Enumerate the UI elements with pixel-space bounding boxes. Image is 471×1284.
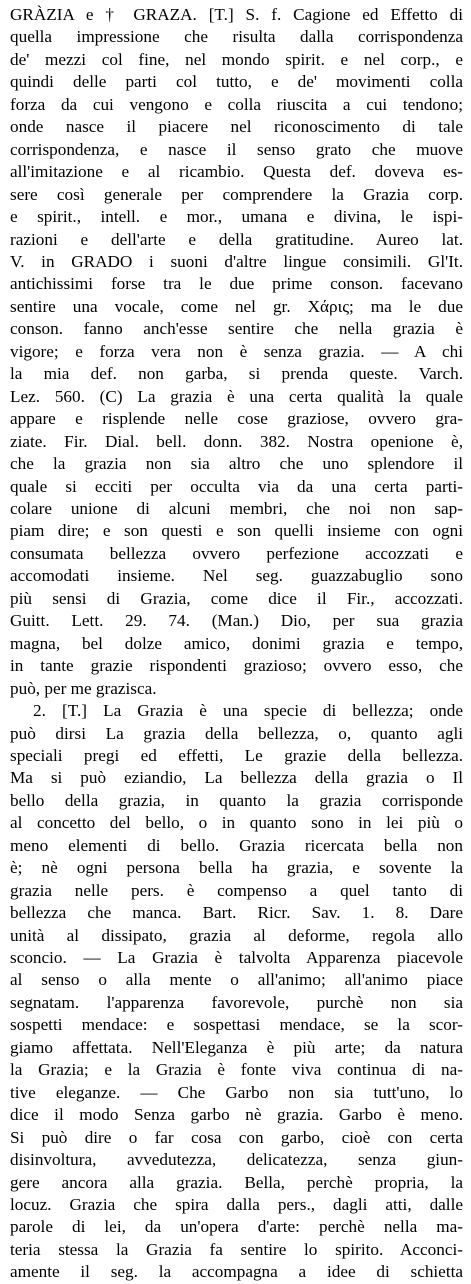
entry-text-line: Si può dire o far cosa con garbo, cioè con certa bbox=[10, 1127, 463, 1147]
entry-text-line: gere ancora alla grazia. Bella, perchè propria, la bbox=[10, 1172, 463, 1192]
entry-text-line: appare e risplende nelle cose graziose, ovvero gra- bbox=[10, 409, 463, 429]
entry-text-line: la mia def. non garba, si prenda queste. Varch. bbox=[10, 364, 463, 384]
entry-text-line: più sensi di Grazia, come dice il Fir., accozzati. bbox=[10, 588, 463, 608]
entry-text-line: può, per me grazisca. bbox=[10, 678, 157, 698]
entry-text-line: ziate. Fir. Dial. bell. donn. 382. Nostra openione è, bbox=[10, 431, 463, 451]
entry-text-line: meno elementi di bello. Grazia ricercata bella non bbox=[10, 835, 463, 855]
entry-text-line: locuz. Grazia che spira dalla pers., dagli atti, dalle bbox=[10, 1195, 463, 1215]
entry-headword-line: GRÀZIA e † GRAZA. [T.] S. f. Cagione ed Effetto di bbox=[10, 5, 463, 24]
entry-text-line: vigore; e forza vera non è senza grazia. — A chi bbox=[10, 341, 463, 361]
entry-text-line: antichissimi forse tra le due prime conson. facevano bbox=[10, 274, 463, 294]
entry-text-line: unità al dissipato, grazia al deforme, regola allo bbox=[10, 925, 463, 945]
entry-text-line: la Grazia; e la Grazia è fonte viva continua di na- bbox=[10, 1060, 463, 1080]
entry-text-line: accomodati insieme. Nel seg. guazzabuglio sono bbox=[10, 566, 463, 586]
entry-text-line: conson. fanno anch'esse sentire che nella grazia è bbox=[10, 319, 463, 339]
entry-text-line: può dirsi La grazia della bellezza, o, quanto agli bbox=[10, 723, 463, 743]
entry-text-line: razioni e dell'arte e della gratitudine. Aureo lat. bbox=[10, 229, 463, 249]
entry-text-line: teria stessa la Grazia fa sentire lo spirito. Acconci- bbox=[10, 1239, 463, 1259]
entry-text-line: giamo affettata. Nell'Eleganza è più arte; da natura bbox=[10, 1037, 463, 1057]
entry-text-line: sconcio. — La Grazia è talvolta Apparenza piacevole bbox=[10, 948, 463, 968]
entry-text-line: amente il seg. la accompagna a idee di schietta bbox=[10, 1262, 463, 1282]
entry-text-line: in tante grazie rispondenti grazioso; ovvero esso, che bbox=[10, 656, 463, 676]
entry-text-line: Guitt. Lett. 29. 74. (Man.) Dio, per sua grazia bbox=[10, 611, 463, 631]
entry-text-line: Ma si può eziandio, La bellezza della grazia o Il bbox=[10, 768, 463, 788]
entry-text-line: de' mezzi col fine, nel mondo spirit. e nel corp., e bbox=[10, 49, 463, 69]
entry-text-line: al concetto del bello, o in quanto sono in lei più o bbox=[10, 813, 463, 833]
entry-text-line: onde nasce il piacere nel riconoscimento di tale bbox=[10, 117, 463, 137]
entry-text-line: bello della grazia, in quanto la grazia corrisponde bbox=[10, 790, 463, 810]
entry-text-line: parole di lei, da un'opera d'arte: perchè nella ma- bbox=[10, 1217, 463, 1237]
entry-text-line: e spirit., intell. e mor., umana e divina, le ispi- bbox=[10, 207, 463, 227]
entry-text-line: disinvoltura, avvedutezza, delicatezza, senza giun- bbox=[10, 1150, 463, 1170]
entry-text-line: all'imitazione e al ricambio. Questa def. doveva es- bbox=[10, 162, 463, 182]
entry-text-line: magna, bel dolze amico, donimi grazia e tempo, bbox=[10, 633, 463, 653]
entry-text-line: piam dire; e son questi e son quelli insieme con ogni bbox=[10, 521, 463, 541]
entry-text-line: grazia nelle pers. è compenso a quel tanto di bbox=[10, 880, 463, 900]
entry-text-line: segnatam. l'apparenza favorevole, purchè non sia bbox=[10, 992, 463, 1012]
entry-text-line: quale si ecciti per occulta via da una certa parti- bbox=[10, 476, 463, 496]
entry-text-line: Lez. 560. (C) La grazia è una certa qualità la quale bbox=[10, 386, 463, 406]
entry-text-line: colare unione di alcuni membri, che noi non sap- bbox=[10, 498, 463, 518]
entry-text-line: forza da cui vengono e colla riuscita a cui tendono; bbox=[10, 94, 463, 114]
entry-text-line: sere così generale per comprendere la Grazia corp. bbox=[10, 184, 463, 204]
entry-text-line: quindi delle parti col tutto, e de' movimenti colla bbox=[10, 72, 463, 92]
entry-text-line: speciali pregi ed effetti, Le grazie della bellezza. bbox=[10, 745, 463, 765]
entry-text-line: 2. [T.] La Grazia è una specie di bellezza; onde bbox=[33, 701, 463, 721]
entry-text-line: che la grazia non sia altro che uno splendore il bbox=[10, 454, 463, 474]
entry-text-line: sentire una vocale, come nel gr. Χάρις; ma le due bbox=[10, 296, 463, 316]
entry-text-line: al senso o alla mente o all'animo; all'animo piace bbox=[10, 970, 463, 990]
entry-text-line: è; nè ogni persona bella ha grazia, e sovente la bbox=[10, 858, 463, 878]
entry-text-line: corrispondenza, e nasce il senso grato che muove bbox=[10, 139, 463, 159]
entry-text-line: sospetti mendace: e sospettasi mendace, se la scor- bbox=[10, 1015, 463, 1035]
entry-text-line: quella impressione che risulta dalla corrispondenza bbox=[10, 27, 463, 47]
entry-text-line: V. in GRADO i suoni d'altre lingue consimili. Gl'It. bbox=[10, 251, 463, 271]
entry-text-line: dice il modo Senza garbo nè grazia. Garbo è meno. bbox=[10, 1105, 463, 1125]
entry-text-line: bellezza che manca. Bart. Ricr. Sav. 1. 8. Dare bbox=[10, 903, 463, 923]
entry-text-line: tive eleganze. — Che Garbo non sia tutt'uno, lo bbox=[10, 1082, 463, 1102]
entry-text-line: consumata bellezza ovvero perfezione accozzati e bbox=[10, 543, 463, 563]
